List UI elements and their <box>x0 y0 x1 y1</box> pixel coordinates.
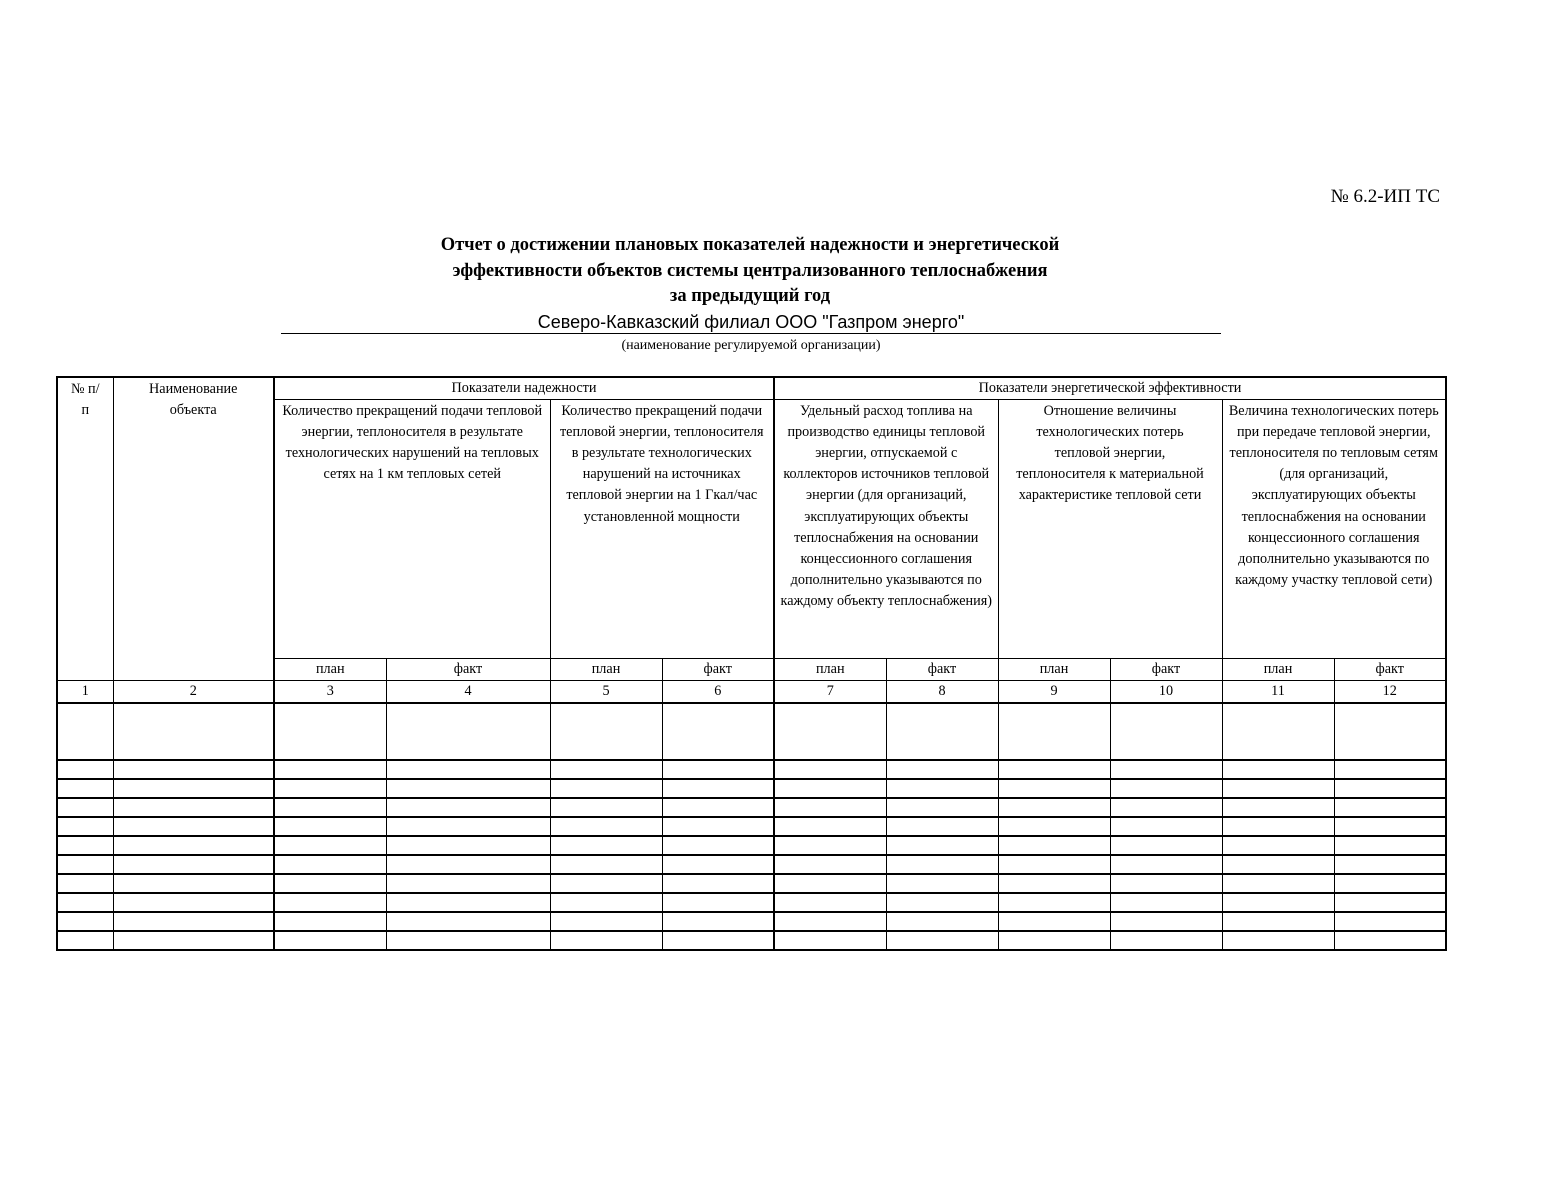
table-cell <box>1222 912 1334 931</box>
table-cell <box>662 836 774 855</box>
table-cell <box>274 798 386 817</box>
table-cell <box>1334 798 1446 817</box>
table-cell <box>998 912 1110 931</box>
header-indicator-4-text: Отношение величины технологических потерь тепловой энергии, теплоносителя к материальной характеристике тепловой сети <box>1016 403 1204 504</box>
table-cell <box>386 760 550 779</box>
table-cell <box>386 836 550 855</box>
table-cell <box>550 798 662 817</box>
table-cell <box>998 931 1110 950</box>
table-cell <box>113 703 274 760</box>
table-cell <box>550 779 662 798</box>
table-cell <box>113 893 274 912</box>
table-cell <box>662 798 774 817</box>
table-cell <box>57 931 113 950</box>
table-cell <box>1110 703 1222 760</box>
table-cell <box>386 798 550 817</box>
table-row <box>57 893 1446 912</box>
table-cell <box>1222 893 1334 912</box>
table-cell <box>998 779 1110 798</box>
column-number: 4 <box>386 681 550 704</box>
table-cell <box>1222 798 1334 817</box>
table-cell <box>774 798 886 817</box>
header-indicator-2-text: Количество прекращений подачи тепловой энергии, теплоносителя в результате технологических нарушений на источниках тепловой энергии на 1 Гкал/час установленной мощности <box>559 403 764 525</box>
table-cell <box>274 931 386 950</box>
table-cell <box>113 779 274 798</box>
table-cell <box>1222 760 1334 779</box>
table-cell <box>998 893 1110 912</box>
table-cell <box>1110 817 1222 836</box>
table-cell <box>998 760 1110 779</box>
table-cell <box>1222 779 1334 798</box>
table-cell <box>886 874 998 893</box>
table-cell <box>1334 931 1446 950</box>
header-object-name <box>113 377 274 681</box>
table-row <box>57 779 1446 798</box>
table-cell <box>998 855 1110 874</box>
table-cell <box>113 874 274 893</box>
table-cell <box>274 855 386 874</box>
table-cell <box>57 855 113 874</box>
table-cell <box>774 912 886 931</box>
table-cell <box>274 836 386 855</box>
table-cell <box>886 931 998 950</box>
table-cell <box>1110 855 1222 874</box>
table-cell <box>550 893 662 912</box>
table-cell <box>774 779 886 798</box>
report-title-line: за предыдущий год <box>669 286 831 306</box>
column-number: 9 <box>998 681 1110 704</box>
table-cell <box>662 912 774 931</box>
header-indicator-4 <box>998 400 1222 659</box>
organization-caption: (наименование регулируемой организации) <box>621 338 881 353</box>
table-cell <box>274 760 386 779</box>
header-indicator-5 <box>1222 400 1446 659</box>
table-cell <box>550 836 662 855</box>
table-cell <box>998 836 1110 855</box>
header-plan: план <box>774 659 886 681</box>
table-cell <box>662 893 774 912</box>
table-row <box>57 912 1446 931</box>
header-plan: план <box>550 659 662 681</box>
header-fact: факт <box>386 659 550 681</box>
table-cell <box>274 893 386 912</box>
table-cell <box>1110 836 1222 855</box>
table-cell <box>886 893 998 912</box>
table-cell <box>1222 817 1334 836</box>
table-cell <box>386 893 550 912</box>
header-fact: факт <box>1110 659 1222 681</box>
table-cell <box>57 912 113 931</box>
table-cell <box>1334 703 1446 760</box>
table-cell <box>386 703 550 760</box>
table-cell <box>386 855 550 874</box>
table-cell <box>57 760 113 779</box>
table-cell <box>1110 931 1222 950</box>
table-cell <box>57 836 113 855</box>
column-number: 2 <box>113 681 274 704</box>
table-cell <box>886 703 998 760</box>
table-row <box>57 855 1446 874</box>
table-cell <box>274 874 386 893</box>
table-cell <box>1334 874 1446 893</box>
table-cell <box>386 912 550 931</box>
table-cell <box>1334 893 1446 912</box>
table-cell <box>662 874 774 893</box>
table-cell <box>274 912 386 931</box>
column-number: 5 <box>550 681 662 704</box>
table-cell <box>774 855 886 874</box>
table-cell <box>113 817 274 836</box>
table-cell <box>998 798 1110 817</box>
table-cell <box>774 874 886 893</box>
header-fact: факт <box>886 659 998 681</box>
table-cell <box>886 798 998 817</box>
table-cell <box>774 893 886 912</box>
table-row <box>57 874 1446 893</box>
table-cell <box>998 817 1110 836</box>
header-plan: план <box>1222 659 1334 681</box>
table-row <box>57 703 1446 760</box>
table-cell <box>662 817 774 836</box>
table-cell <box>386 817 550 836</box>
table-cell <box>886 912 998 931</box>
table-cell <box>1110 779 1222 798</box>
table-cell <box>1222 836 1334 855</box>
organization-name: Северо-Кавказский филиал ООО "Газпром энерго" <box>537 312 965 332</box>
table-cell <box>886 779 998 798</box>
table-cell <box>550 912 662 931</box>
table-cell <box>662 931 774 950</box>
table-cell <box>886 817 998 836</box>
table-cell <box>1222 855 1334 874</box>
column-number: 7 <box>774 681 886 704</box>
table-cell <box>662 855 774 874</box>
table-cell <box>113 798 274 817</box>
table-cell <box>1110 912 1222 931</box>
table-cell <box>386 779 550 798</box>
table-cell <box>1110 874 1222 893</box>
header-number <box>57 377 113 681</box>
table-cell <box>113 931 274 950</box>
table-cell <box>274 779 386 798</box>
table-cell <box>1334 912 1446 931</box>
table-row <box>57 817 1446 836</box>
header-fact: факт <box>1334 659 1446 681</box>
table-cell <box>57 893 113 912</box>
form-number: № 6.2-ИП ТС <box>1330 186 1440 207</box>
table-cell <box>550 855 662 874</box>
table-cell <box>998 703 1110 760</box>
header-indicator-3-text: Удельный расход топлива на производство единицы тепловой энергии, отпускаемой с коллекторов источников тепловой энергии (для организаций, эксплуатирующих объекты теплоснабжения на основании концессионного соглашения дополнительно указываются по каждому объекту теплоснабжения) <box>780 403 992 609</box>
table-cell <box>274 817 386 836</box>
table-cell <box>886 855 998 874</box>
table-cell <box>886 836 998 855</box>
table-cell <box>550 703 662 760</box>
header-fact: факт <box>662 659 774 681</box>
table-cell <box>774 760 886 779</box>
table-cell <box>1222 703 1334 760</box>
table-cell <box>1110 760 1222 779</box>
column-number: 1 <box>57 681 113 704</box>
column-number: 8 <box>886 681 998 704</box>
table-cell <box>386 874 550 893</box>
table-cell <box>113 836 274 855</box>
table-cell <box>57 817 113 836</box>
table-row <box>57 798 1446 817</box>
column-number: 3 <box>274 681 386 704</box>
table-cell <box>1334 855 1446 874</box>
report-title-line: эффективности объектов системы централизованного теплоснабжения <box>452 260 1048 281</box>
table-cell <box>1334 779 1446 798</box>
table-cell <box>662 760 774 779</box>
table-cell <box>1334 760 1446 779</box>
table-cell <box>774 703 886 760</box>
report-title-line: Отчет о достижении плановых показателей надежности и энергетической <box>440 235 1060 255</box>
header-indicator-5-text: Величина технологических потерь при передаче тепловой энергии, теплоносителя по тепловым сетям (для организаций, эксплуатирующих объекты теплоснабжения на основании концессионного соглашения дополнительно указываются по каждому участку тепловой сети) <box>1228 403 1439 588</box>
column-number: 11 <box>1222 681 1334 704</box>
table-cell <box>57 798 113 817</box>
table-cell <box>113 855 274 874</box>
report-title <box>380 233 1120 310</box>
table-cell <box>662 703 774 760</box>
table-cell <box>774 817 886 836</box>
header-group-reliability: Показатели надежности <box>274 377 774 400</box>
table-cell <box>1222 874 1334 893</box>
table-cell <box>57 703 113 760</box>
column-number: 12 <box>1334 681 1446 704</box>
table-cell <box>113 760 274 779</box>
table-cell <box>662 779 774 798</box>
header-indicator-3 <box>774 400 998 659</box>
table-cell <box>550 817 662 836</box>
table-cell <box>998 874 1110 893</box>
table-cell <box>1110 798 1222 817</box>
table-cell <box>1334 836 1446 855</box>
table-cell <box>57 874 113 893</box>
table-cell <box>550 931 662 950</box>
table-row <box>57 760 1446 779</box>
table-cell <box>774 836 886 855</box>
header-number-text: № п/п <box>70 381 100 419</box>
header-plan: план <box>274 659 386 681</box>
table-cell <box>1334 817 1446 836</box>
header-indicator-1-text: Количество прекращений подачи тепловой энергии, теплоносителя в результате технологических нарушений на тепловых сетях на 1 км тепловых сетей <box>282 403 543 483</box>
table-cell <box>550 760 662 779</box>
report-table <box>56 376 1447 951</box>
table-cell <box>274 703 386 760</box>
table-cell <box>774 931 886 950</box>
table-cell <box>1222 931 1334 950</box>
table-cell <box>886 760 998 779</box>
table-cell <box>1110 893 1222 912</box>
table-row <box>57 931 1446 950</box>
organization-underline <box>281 333 1221 334</box>
header-object-name-text: Наименование объекта <box>149 381 238 419</box>
header-indicator-1 <box>274 400 550 659</box>
table-cell <box>113 912 274 931</box>
table-cell <box>550 874 662 893</box>
table-cell <box>386 931 550 950</box>
column-number: 6 <box>662 681 774 704</box>
header-indicator-2 <box>550 400 774 659</box>
header-plan: план <box>998 659 1110 681</box>
header-group-efficiency: Показатели энергетической эффективности <box>774 377 1446 400</box>
table-cell <box>57 779 113 798</box>
column-number: 10 <box>1110 681 1222 704</box>
table-row <box>57 836 1446 855</box>
